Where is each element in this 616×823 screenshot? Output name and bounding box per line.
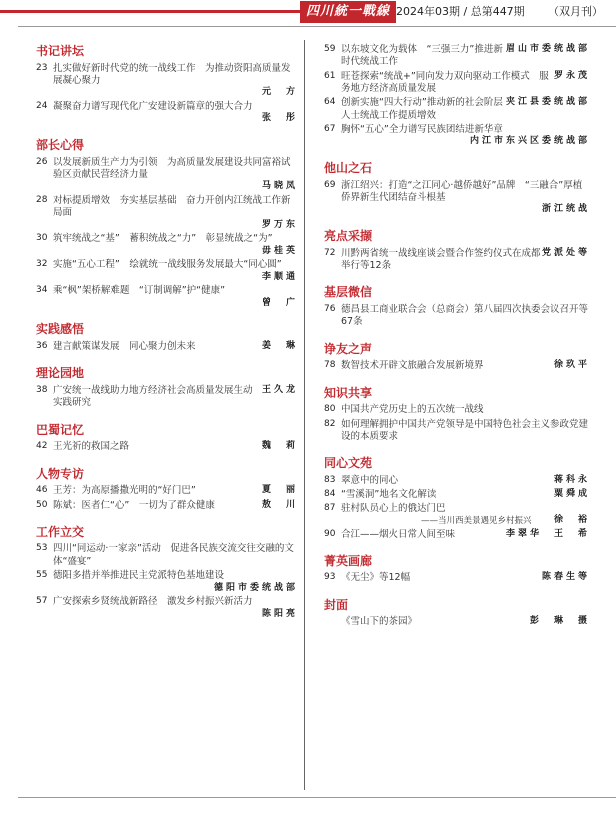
section-title: 书记讲坛 <box>36 44 85 58</box>
page-number: 57 <box>36 596 48 607</box>
toc-entry[interactable] <box>36 157 298 193</box>
toc-entry[interactable] <box>324 124 590 148</box>
page-number: 93 <box>324 572 336 583</box>
article-subtitle: ——当川西美景遇见乡村振兴 <box>421 515 532 526</box>
toc-entry[interactable] <box>324 419 590 444</box>
page-number: 76 <box>324 303 336 314</box>
toc-section <box>36 423 298 454</box>
page-number: 53 <box>36 543 48 554</box>
article-title: 德阳多措并举推进民主党派特色基地建设 <box>53 570 225 582</box>
toc-entry[interactable] <box>36 441 298 453</box>
page-number: 59 <box>324 44 336 54</box>
toc-entry[interactable] <box>324 616 590 628</box>
toc-left-column <box>36 44 298 633</box>
page-number: 36 <box>36 341 48 352</box>
page-number: 83 <box>324 474 336 485</box>
page-number: 61 <box>324 70 336 81</box>
header-rule <box>0 10 300 13</box>
article-title: 实施“五心工程” 绘就统一战线服务发展最大“同心圆” <box>53 259 282 271</box>
toc-section <box>36 467 298 512</box>
toc-section <box>324 456 590 541</box>
toc-section <box>324 229 590 272</box>
article-title: 建言献策谋发展 同心聚力创未来 <box>53 341 196 353</box>
page-number: 38 <box>36 384 48 395</box>
toc-section <box>324 285 590 328</box>
article-title: 《雪山下的茶园》 <box>341 616 418 628</box>
article-author: 陈春生等 <box>541 572 590 583</box>
article-title: 驻村队员心上的俄达门巴 <box>341 503 446 515</box>
toc-section <box>36 138 298 309</box>
article-title: 广安统一战线助力地方经济社会高质量发展生动实践研究 <box>53 384 253 409</box>
article-title: 中国共产党历史上的五次统一战线 <box>341 404 484 416</box>
toc-entry[interactable] <box>324 44 590 69</box>
page-number: 28 <box>36 194 48 205</box>
toc-entry[interactable] <box>36 101 298 125</box>
toc-section <box>324 161 590 216</box>
page-number: 67 <box>324 124 336 135</box>
toc-section <box>36 525 298 620</box>
section-title: 他山之石 <box>324 161 373 176</box>
toc-entry[interactable] <box>36 233 298 257</box>
article-title: 合江——烟火日常人间至味 <box>341 528 456 540</box>
masthead-logo: 四川統一戰線 <box>300 1 396 23</box>
toc-section <box>324 44 590 148</box>
article-author: 徐玖平 <box>553 360 590 371</box>
toc-entry[interactable] <box>36 285 298 309</box>
toc-entry[interactable] <box>324 360 590 372</box>
article-title: 以发展新质生产力为引领 为高质量发展建设共同富裕试验区贡献民营经济力量 <box>53 156 291 180</box>
toc-entry[interactable] <box>36 63 298 99</box>
toc-entry[interactable] <box>36 341 298 353</box>
section-title: 同心文苑 <box>324 456 373 471</box>
article-author: 敖 川 <box>261 499 298 510</box>
toc-entry[interactable] <box>324 475 590 487</box>
section-title: 封面 <box>324 597 349 612</box>
toc-entry[interactable] <box>36 500 298 512</box>
toc-entry[interactable] <box>324 71 590 96</box>
toc-entry[interactable] <box>324 304 590 329</box>
article-author: 眉山市委统战部 <box>505 44 590 54</box>
page-number: 30 <box>36 233 48 244</box>
article-title: 对标提质增效 夯实基层基础 奋力开创内江统战工作新局面 <box>53 194 291 219</box>
toc-entry[interactable] <box>324 529 590 541</box>
section-title: 诤友之声 <box>324 341 373 356</box>
section-title: 巴蜀记忆 <box>36 422 85 437</box>
article-title: 扎实做好新时代党的统一战线工作 为推动资阳高质量发展凝心聚力 <box>53 62 291 86</box>
article-author: 德阳市委统战部 <box>213 582 298 593</box>
section-title: 基层微信 <box>324 285 373 300</box>
article-author: 姜 琳 <box>261 341 298 352</box>
toc-section <box>36 322 298 353</box>
article-author: 元 方 <box>261 87 298 98</box>
page-number: 78 <box>324 360 336 371</box>
article-title: 《无尘》等12幅 <box>341 572 411 584</box>
article-author: 罗永茂 <box>553 70 590 81</box>
article-author: 夹江县委统战部 <box>505 97 590 108</box>
page-number: 32 <box>36 259 48 270</box>
toc-entry[interactable] <box>324 503 590 526</box>
article-title: 数智技术开辟文旅融合发展新境界 <box>341 360 484 372</box>
article-author: 内江市东兴区委统战部 <box>469 136 590 147</box>
article-author: 李顺通 <box>261 271 298 282</box>
article-author: 陈阳亮 <box>261 608 298 619</box>
page-number: 90 <box>324 528 336 539</box>
page-number: 64 <box>324 97 336 108</box>
section-title: 实践感悟 <box>36 322 85 337</box>
article-title: 翠意中的同心 <box>341 474 399 486</box>
article-title: 创新实施“四大行动”推动新的社会阶层人士统战工作提质增效 <box>341 97 503 121</box>
article-author: 粟舜成 <box>553 489 590 500</box>
frame-top-rule <box>18 26 616 27</box>
article-title: 以东坡文化为载体 “三强三力”推进新时代统战工作 <box>341 44 503 68</box>
toc-entry[interactable] <box>36 485 298 497</box>
page-header <box>0 0 616 24</box>
page-number: 42 <box>36 441 48 452</box>
section-title: 菁英画廊 <box>324 553 373 568</box>
article-author: 张 彤 <box>261 113 298 124</box>
article-title: 凝聚奋力谱写现代化广安建设新篇章的强大合力 <box>53 100 253 112</box>
page-number: 26 <box>36 156 48 167</box>
toc-entry[interactable] <box>324 572 590 584</box>
section-title: 部长心得 <box>36 138 85 152</box>
article-author: 党派处等 <box>541 247 590 258</box>
article-author: 夏 丽 <box>261 485 298 496</box>
page-number: 46 <box>36 485 48 496</box>
section-title: 知识共享 <box>324 385 373 400</box>
toc-entry[interactable] <box>36 259 298 283</box>
article-title: 陈斌：医者仁“心” 一切为了群众健康 <box>53 499 215 511</box>
column-divider <box>304 40 305 790</box>
article-title: 乘“枫”架桥解难题 “订制调解”护“健康” <box>53 285 226 297</box>
page-number: 80 <box>324 404 336 415</box>
toc-entry[interactable] <box>36 385 298 410</box>
article-author: 徐 裕 <box>553 514 590 525</box>
article-title: 广安探索乡贤统战新路径 激发乡村振兴新活力 <box>53 596 253 608</box>
article-title: 旺苍探索“统战+”同向发力双向驱动工作模式 服务地方经济高质量发展 <box>341 70 549 95</box>
toc-entry[interactable] <box>324 248 590 273</box>
page-number: 24 <box>36 100 48 111</box>
article-author: 浙江统战 <box>541 204 590 215</box>
article-author: 毋桂英 <box>261 245 298 256</box>
issue-number: 2024年03期 / 总第447期 <box>396 5 525 18</box>
article-title: 德昌县工商业联合会（总商会）第八届四次执委会议召开等67条 <box>341 303 589 328</box>
toc-entry[interactable] <box>324 489 590 501</box>
toc-section <box>324 386 590 444</box>
page-number: 50 <box>36 499 48 510</box>
section-title: 亮点采撷 <box>324 229 373 244</box>
toc-entry[interactable] <box>324 97 590 122</box>
article-title: 四川“同运动·一家亲”活动 促进各民族交流交往交融的文体“盛宴” <box>53 543 294 567</box>
page-number: 23 <box>36 62 48 73</box>
page-number: 72 <box>324 247 336 258</box>
toc-section <box>324 598 590 629</box>
page-number: 34 <box>36 285 48 296</box>
page-number: 82 <box>324 418 336 429</box>
article-title: 如何理解拥护中国共产党领导是中国特色社会主义参政党建设的本质要求 <box>341 418 589 442</box>
toc-right-column <box>324 44 590 642</box>
section-title: 人物专访 <box>36 466 85 481</box>
toc-section <box>36 44 298 125</box>
publication-period: （双月刊） <box>548 5 603 18</box>
article-author: 魏 莉 <box>261 441 298 452</box>
toc-entry[interactable] <box>324 180 590 216</box>
article-author: 曾 广 <box>261 297 298 308</box>
article-author: 李翠华 王 希 <box>505 528 590 539</box>
toc-entry[interactable] <box>36 570 298 594</box>
toc-section <box>324 554 590 585</box>
article-author: 王久龙 <box>261 384 298 395</box>
page-number: 87 <box>324 503 336 514</box>
toc-entry[interactable] <box>36 195 298 231</box>
section-title: 工作立交 <box>36 524 85 539</box>
article-author: 蒋科永 <box>553 474 590 485</box>
article-author: 罗万东 <box>261 219 298 230</box>
toc-section <box>324 342 590 373</box>
toc-entry[interactable] <box>324 404 590 416</box>
frame-bottom-rule <box>18 797 616 798</box>
page-number: 55 <box>36 570 48 581</box>
toc-entry[interactable] <box>36 543 298 568</box>
section-title: 理论园地 <box>36 366 85 381</box>
article-title: 川黔两省统一战线座谈会暨合作签约仪式在成都举行等12条 <box>341 247 541 271</box>
article-title: 王芳：为高原播撒光明的“好门巴” <box>53 485 196 497</box>
page-number: 84 <box>324 489 336 500</box>
toc-section <box>36 366 298 409</box>
article-author: 彭 琳 摄 <box>529 616 590 627</box>
article-author: 马晓凤 <box>261 181 298 192</box>
toc-entry[interactable] <box>36 596 298 620</box>
article-title: “雪溪洞”地名文化解读 <box>341 489 437 501</box>
article-title: 筑牢统战之“基” 蓄积统战之“力” 彰显统战之“为” <box>53 233 273 245</box>
article-title: 王光祈的救国之路 <box>53 441 130 453</box>
article-title: 胸怀“五心”全力谱写民族团结进新华章 <box>341 124 503 136</box>
article-title: 浙江绍兴：打造“之江同心·越侨越好”品牌 “三融合”厚植侨界新生代团结奋斗根基 <box>341 179 583 204</box>
page-number: 69 <box>324 179 336 190</box>
